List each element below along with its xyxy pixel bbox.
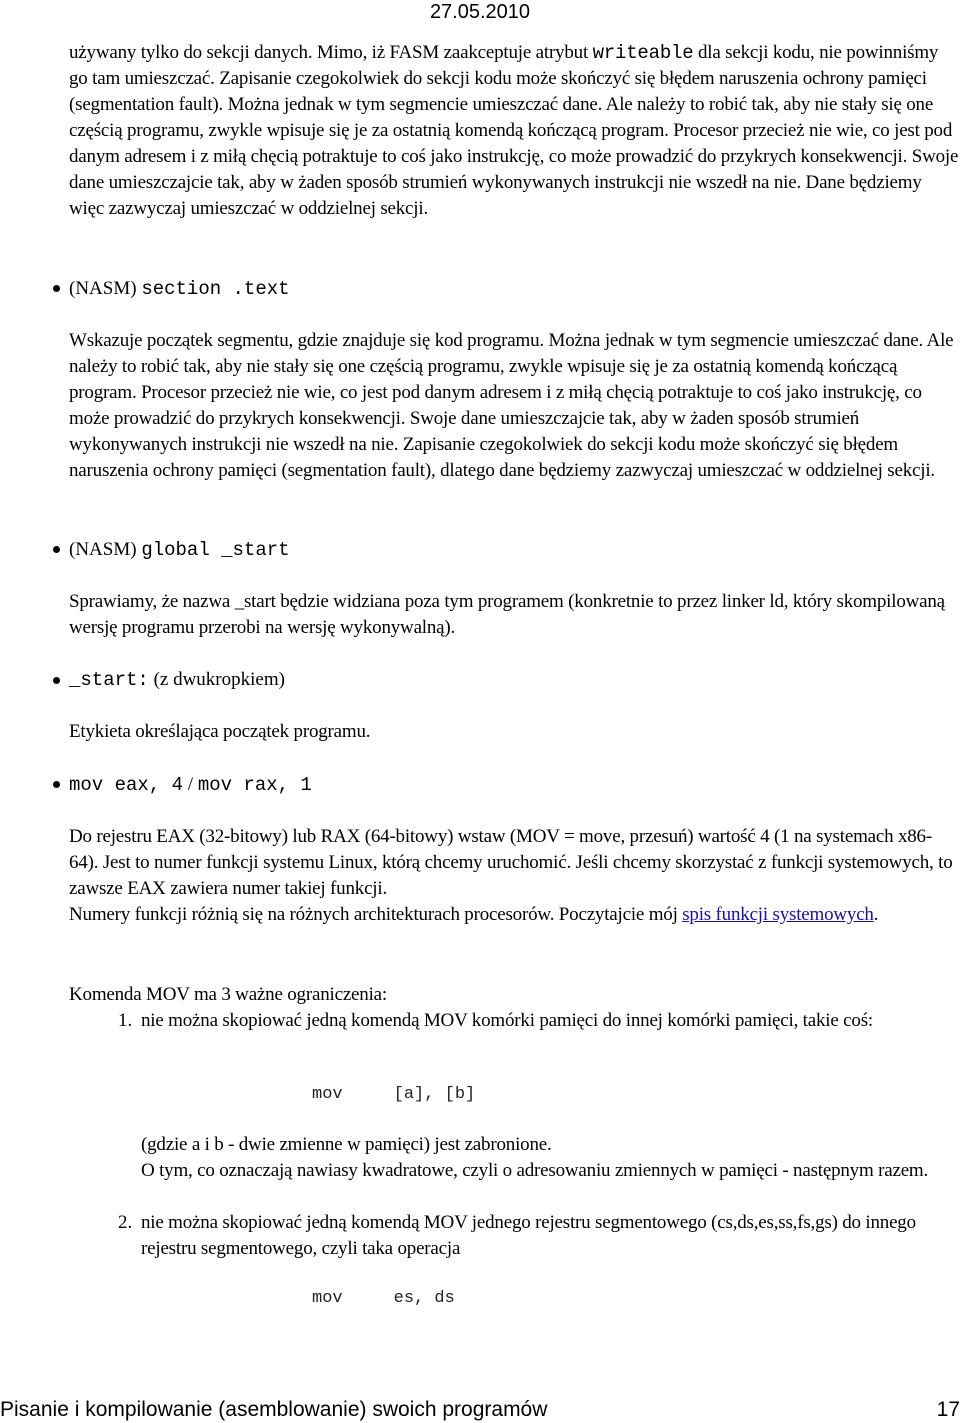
syscall-list-link[interactable]: spis funkcji systemowych [682, 904, 874, 925]
bullet-dot [53, 285, 60, 292]
bullet-start-label [69, 667, 285, 693]
header-date: 27.05.2010 [429, 1, 531, 23]
list-item-note [141, 1132, 960, 1184]
bullet-code: _start: [69, 669, 149, 691]
mov-text-c: . [873, 904, 879, 925]
bullet-dot [53, 781, 60, 788]
bullet-prefix: (NASM) [69, 278, 142, 299]
bullet-code: mov eax, 4 [69, 774, 184, 796]
mov-text-b: Numery funkcji różnią się na różnych architekturach procesorów. Poczytajcie mój [69, 904, 683, 925]
intro-text-a: używany tylko do sekcji danych. Mimo, iż FASM zaakceptuje atrybut [69, 42, 593, 63]
footer-title: Pisanie i kompilowanie (asemblowanie) swoich programów [0, 1398, 548, 1421]
note-line-2: O tym, co oznaczają nawiasy kwadratowe, czyli o adresowaniu zmiennych w pamięci - następnym razem. [141, 1160, 929, 1181]
restrictions-intro: Komenda MOV ma 3 ważne ograniczenia: [69, 984, 387, 1005]
code-block: mov [a], [b] [312, 1085, 476, 1104]
bullet-code: section .text [141, 278, 290, 300]
list-item-text: nie można skopiować jedną komendą MOV jednego rejestru segmentowego (cs,ds,es,ss,fs,gs) do innego rejestru segmentowego, czyli taka operacja [141, 1212, 916, 1259]
code-block: mov es, ds [312, 1289, 455, 1308]
list-item-text: nie można skopiować jedną komendą MOV komórki pamięci do innej komórki pamięci, takie coś: [141, 1010, 873, 1031]
section-text-description: Wskazuje początek segmentu, gdzie znajduje się kod programu. Można jednak w tym segmencie umieszczać dane. Ale należy to robić tak, aby nie stały się one częścią programu, zwykle wpisuje się je za ostatnią komendą kończącą program. Procesor przecież nie wie, co jest pod danym adresem i z miłą chęcią potraktuje to coś jako instrukcję, co może prowadzić do przykrych konsekwencji. Swoje dane umieszczajcie tak, aby w żaden sposób strumień wykonywanych instrukcji nie wszedł na nie. Zapisanie czegokolwiek do sekcji kodu może skończyć się błędem naruszenia ochrony pamięci (segmentation fault), dlatego dane będziemy zazwyczaj umieszczać w oddzielnej sekcji. [69, 330, 954, 481]
bullet-mov [69, 772, 312, 798]
intro-text-b: dla sekcji kodu, nie powinniśmy go tam umieszczać. Zapisanie czegokolwiek do sekcji kodu może skończyć się błędem naruszenia ochrony pamięci (segmentation fault). Można jednak w tym segmencie umieszczać dane. Ale należy to robić tak, aby nie stały się one częścią programu, zwykle wpisuje się je za ostatnią komendą kończącą program. Procesor przecież nie wie, co jest pod danym adresem i z miłą chęcią potraktuje to coś jako instrukcję, co może prowadzić do przykrych konsekwencji. Swoje dane umieszczajcie tak, aby w żaden sposób strumień wykonywanych instrukcji nie wszedł na nie. Dane będziemy więc zazwyczaj umieszczać w oddzielnej sekcji. [69, 42, 959, 219]
list-number: 2. [118, 1212, 133, 1233]
bullet-dot [53, 677, 60, 684]
mov-description [69, 824, 960, 928]
bullet-section-text [69, 276, 290, 302]
intro-paragraph [69, 40, 960, 222]
global-start-description: Sprawiamy, że nazwa _start będzie widziana poza tym programem (konkretnie to przez linker ld, który skompilowaną wersję programu przerobi na wersję wykonywalną). [69, 591, 945, 638]
note-line-1: (gdzie a i b - dwie zmienne w pamięci) jest zabronione. [141, 1134, 552, 1155]
page-number: 17 [936, 1398, 960, 1421]
bullet-separator: / [183, 774, 198, 795]
bullet-code: global _start [141, 539, 290, 561]
bullet-suffix: (z dwukropkiem) [148, 669, 285, 690]
start-label-description: Etykieta określająca początek programu. [69, 721, 371, 742]
writeable-code: writeable [592, 42, 694, 64]
mov-text-a: Do rejestru EAX (32-bitowy) lub RAX (64-bitowy) wstaw (MOV = move, przesuń) wartość 4 (1 na systemach x86-64). Jest to numer funkcji systemu Linux, którą chcemy uruchomić. Jeśli chcemy skorzystać z funkcji systemowych, to zawsze EAX zawiera numer takiej funkcji. [69, 826, 953, 899]
bullet-dot [53, 546, 60, 553]
list-number: 1. [118, 1010, 133, 1031]
bullet-prefix: (NASM) [69, 539, 142, 560]
bullet-code-2: mov rax, 1 [197, 774, 312, 796]
bullet-global-start [69, 537, 290, 563]
